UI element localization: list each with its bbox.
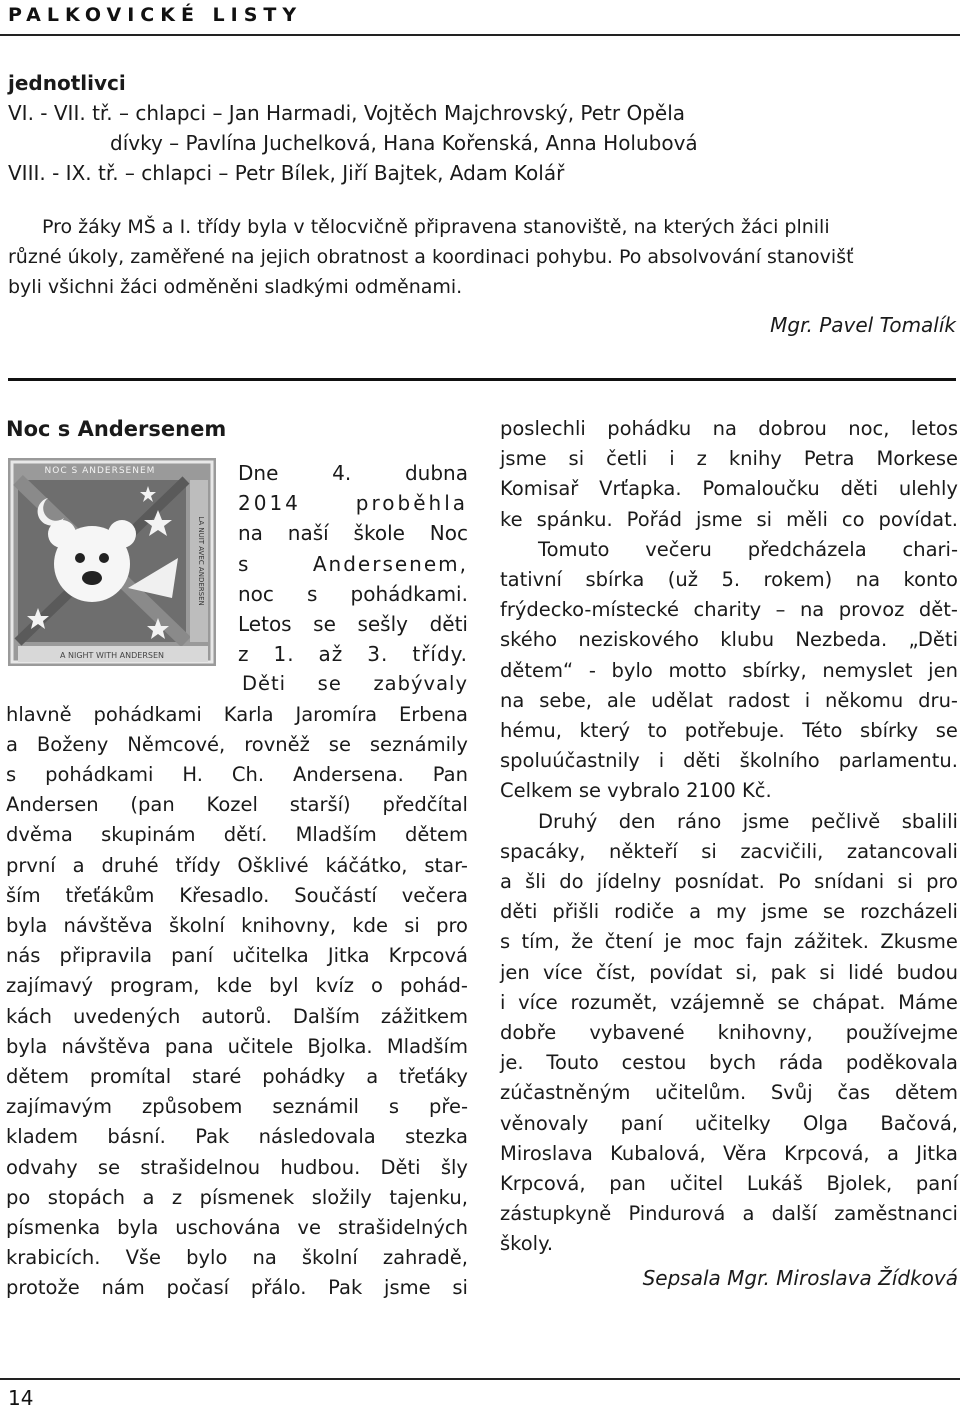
running-header: PALKOVICKÉ LISTY bbox=[8, 4, 303, 26]
paragraph-line: různé úkoly, zaměřené na jejich obratnost a koordinaci pohybu. Po absolvování stanovišť bbox=[8, 246, 854, 268]
body-line: po stopách a z písmenek složily tajenku, bbox=[6, 1185, 468, 1209]
article-signature: Sepsala Mgr. Miroslava Žídková bbox=[642, 1265, 958, 1290]
body-line: Miroslava Kubalová, Věra Krpcová, a Jitka bbox=[500, 1141, 958, 1165]
intro-paragraph bbox=[8, 212, 958, 302]
body-line: spoluúčastnily i děti školního parlamentu. bbox=[500, 749, 958, 773]
paragraph-line: byli všichni žáci odměněni sladkými odměnami. bbox=[8, 276, 463, 298]
body-line: a Boženy Němcové, rovněž se seznámily bbox=[6, 732, 468, 756]
article-title: Noc s Andersenem bbox=[6, 417, 227, 441]
body-line: protože nám počasí přálo. Pak jsme si bbox=[6, 1276, 468, 1300]
body-line: jsme si četli i z knihy Petra Morkese bbox=[500, 447, 958, 471]
image-wrap-block bbox=[6, 458, 468, 669]
body-line: zajímavým způsobem seznámil s pře- bbox=[6, 1095, 468, 1119]
section-divider bbox=[8, 378, 956, 381]
body-line: byla návštěva pana učitele Bjolka. Mladším bbox=[6, 1034, 468, 1058]
body-line: noc s pohádkami. bbox=[238, 581, 468, 606]
body-line: odvahy se strašidelnou hudbou. Děti šly bbox=[6, 1155, 468, 1179]
body-line: první a druhé třídy Ošklivé káčátko, star- bbox=[6, 853, 468, 877]
body-line: zúčastněným učitelům. Svůj čas dětem bbox=[500, 1081, 958, 1105]
body-line: hlavně pohádkami Karla Jaromíra Erbena bbox=[6, 702, 468, 726]
body-line: nás připravila paní učitelka Jitka Krpcová bbox=[6, 944, 468, 968]
author-signature: Mgr. Pavel Tomalík bbox=[770, 313, 956, 337]
page-number: 14 bbox=[8, 1386, 34, 1410]
body-line: ského neziskového klubu Nezbeda. „Děti bbox=[500, 628, 958, 652]
body-line: s Andersenem, bbox=[238, 551, 468, 576]
body-line: dobře vybavené knihovny, používejme bbox=[500, 1021, 958, 1045]
body-line: věnovaly paní učitelky Olga Bačová, bbox=[500, 1111, 958, 1135]
body-line: kladem básní. Pak následovala stezka bbox=[6, 1125, 468, 1149]
body-line: Celkem se vybralo 2100 Kč. bbox=[500, 779, 772, 803]
body-line: poslechli pohádku na dobrou noc, letos bbox=[500, 417, 958, 440]
cover-bottom-text: A NIGHT WITH ANDERSEN bbox=[59, 651, 165, 660]
body-line: tativní sbírka (už 5. rokem) na konto bbox=[500, 568, 958, 592]
results-section bbox=[8, 68, 958, 340]
body-line: 2014 proběhla bbox=[238, 491, 468, 516]
results-line: VIII. - IX. tř. – chlapci – Petr Bílek, Jiří Bajtek, Adam Kolář bbox=[8, 161, 565, 185]
body-line: je. Touto cestou bych ráda poděkovala bbox=[500, 1051, 958, 1075]
body-line: na naší škole Noc bbox=[238, 521, 468, 546]
body-line: hému, který to potřebuje. Této sbírky se bbox=[500, 719, 958, 743]
body-line: a šli do jídelny posnídat. Po snídani si pro bbox=[500, 870, 958, 894]
body-line: spacáky, někteří si zacvičili, zatancovali bbox=[500, 839, 958, 863]
cover-top-text: NOC S ANDERSENEM bbox=[44, 466, 156, 476]
body-line: frýdecko-místecké charity – na provoz dět- bbox=[500, 598, 958, 622]
body-line: zástupkyně Pindurová a další zaměstnanci bbox=[500, 1202, 958, 1226]
body-line: s pohádkami H. Ch. Andersena. Pan bbox=[6, 763, 468, 787]
body-line: na sebe, ale udělat radost i někomu dru- bbox=[500, 688, 958, 712]
body-line: krabicích. Vše bylo na školní zahradě, bbox=[6, 1246, 468, 1270]
body-line: z 1. až 3. třídy. bbox=[238, 642, 468, 667]
wrapped-text bbox=[238, 458, 468, 669]
body-line: Andersen (pan Kozel starší) předčítal bbox=[6, 793, 468, 817]
body-line: ke spánku. Pořád jsme si měli co povídat. bbox=[500, 507, 958, 531]
results-line: VI. - VII. tř. – chlapci – Jan Harmadi, Vojtěch Majchrovský, Petr Opěla bbox=[8, 101, 686, 125]
body-line: písmenka byla uschována ve strašidelných bbox=[6, 1216, 468, 1240]
article-right-column bbox=[500, 414, 958, 1290]
body-line: Tomuto večeru předcházela chari- bbox=[538, 537, 958, 561]
body-line: Druhý den ráno jsme pečlivě sbalili bbox=[538, 809, 958, 833]
body-line: Děti se zabývaly bbox=[242, 672, 468, 696]
article-left-column bbox=[6, 414, 468, 1304]
paragraph-line: Pro žáky MŠ a I. třídy byla v tělocvičně připravena stanoviště, na kterých žáci plnili bbox=[42, 216, 830, 238]
body-line: i více rozumět, vzájemně se chápat. Máme bbox=[500, 990, 958, 1014]
cover-side-text: LA NUIT AVEC ANDERSEN bbox=[197, 516, 205, 606]
body-line: děti přišli rodiče a my jsme se rozcházeli bbox=[500, 900, 958, 924]
body-line: byla návštěva školní knihovny, kde si pro bbox=[6, 914, 468, 938]
header-rule bbox=[0, 34, 960, 36]
body-line: s tím, že čtení je moc fajn zážitek. Zkusme bbox=[500, 930, 958, 954]
body-line: kách uvedených autorů. Dalším zážitkem bbox=[6, 1004, 468, 1028]
body-line: Krpcová, pan učitel Lukáš Bjolek, paní bbox=[500, 1172, 958, 1196]
body-line: dětem promítal staré pohádky a třeťáky bbox=[6, 1065, 468, 1089]
body-line: školy. bbox=[500, 1232, 554, 1256]
body-line: dvěma skupinám dětí. Mladším dětem bbox=[6, 823, 468, 847]
section-heading: jednotlivci bbox=[8, 71, 126, 95]
results-line: dívky – Pavlína Juchelková, Hana Kořenská, Anna Holubová bbox=[110, 131, 698, 155]
body-line: ším třeťákům Křesadlo. Součástí večera bbox=[6, 883, 468, 907]
body-line: Dne 4. dubna bbox=[238, 461, 468, 485]
body-line: jen více číst, povídat si, pak si lidé budou bbox=[500, 960, 958, 984]
book-cover-image bbox=[8, 458, 216, 666]
footer-rule bbox=[0, 1378, 960, 1380]
body-line: Letos se sešly děti bbox=[238, 612, 468, 637]
body-line: Komisař Vrťapka. Pomaloučku děti ulehly bbox=[500, 477, 958, 501]
body-line: zajímavý program, kde byl kvíz o pohád- bbox=[6, 974, 468, 998]
body-line: dětem“ - bylo motto sbírky, nemyslet jen bbox=[500, 658, 958, 682]
